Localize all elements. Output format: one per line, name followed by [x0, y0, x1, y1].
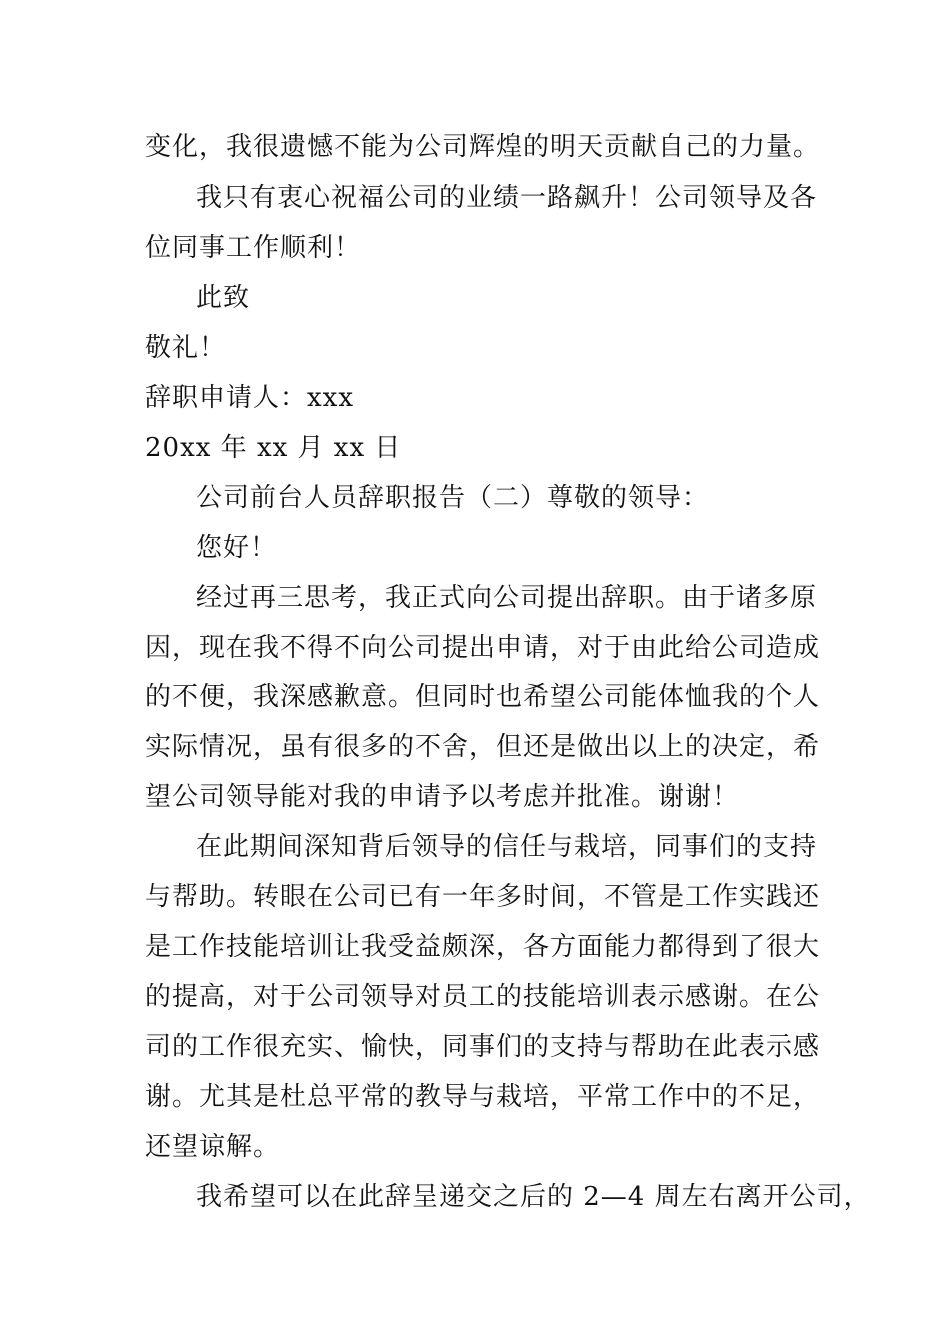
paragraph-line: 的不便，我深感歉意。但同时也希望公司能体恤我的个人 [145, 682, 821, 712]
paragraph-line: 因，现在我不得不向公司提出申请，对于由此给公司造成 [145, 633, 821, 663]
paragraph-line: 还望谅解。 [145, 1132, 281, 1162]
paragraph-line: 谢。尤其是杜总平常的教导与栽培，平常工作中的不足， [145, 1082, 821, 1112]
closing-respects: 敬礼！ [145, 333, 227, 363]
paragraph-line: 的提高，对于公司领导对员工的技能培训表示感谢。在公 [145, 982, 821, 1012]
section-heading: 公司前台人员辞职报告（二）尊敬的领导： [196, 483, 710, 513]
paragraph-line: 位同事工作顺利！ [145, 233, 362, 263]
paragraph-line: 望公司领导能对我的申请予以考虑并批准。谢谢！ [145, 782, 740, 812]
paragraph-line: 变化，我很遗憾不能为公司辉煌的明天贡献自己的力量。 [145, 132, 821, 162]
paragraph-line: 我只有衷心祝福公司的业绩一路飙升！公司领导及各 [196, 183, 818, 213]
paragraph-line: 实际情况，虽有很多的不舍，但还是做出以上的决定，希 [145, 732, 821, 762]
closing-salutation: 此致 [196, 283, 251, 313]
paragraph-line: 司的工作很充实、愉快，同事们的支持与帮助在此表示感 [145, 1032, 821, 1062]
paragraph-line: 我希望可以在此辞呈递交之后的 2—4 周左右离开公司， [196, 1182, 871, 1212]
paragraph-line: 经过再三思考，我正式向公司提出辞职。由于诸多原 [196, 583, 818, 613]
paragraph-line: 是工作技能培训让我受益颇深，各方面能力都得到了很大 [145, 932, 821, 962]
applicant-line: 辞职申请人：xxx [145, 383, 354, 413]
paragraph-line: 与帮助。转眼在公司已有一年多时间，不管是工作实践还 [145, 882, 821, 912]
greeting-line: 您好！ [196, 533, 278, 563]
date-line: 20xx 年 xx 月 xx 日 [145, 433, 402, 463]
paragraph-line: 在此期间深知背后领导的信任与栽培，同事们的支持 [196, 832, 818, 862]
